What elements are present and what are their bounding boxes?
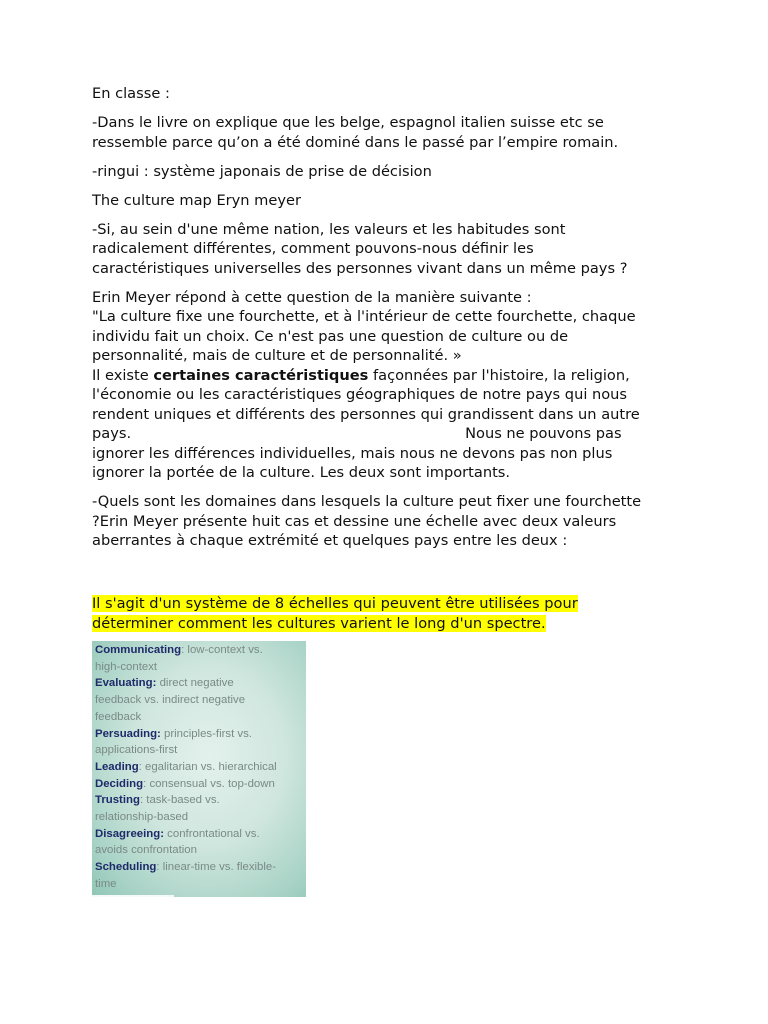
paragraph-livre (92, 113, 692, 152)
paragraph-domaines (92, 492, 692, 551)
culture-map-scales-image (92, 641, 306, 897)
highlighted-line: déterminer comment les cultures varient le long d'un spectre. (92, 614, 546, 632)
scale-description: linear-time vs. flexible- (162, 861, 277, 874)
scale-item-disagreeing (95, 826, 305, 859)
scale-description: feedback vs. indirect negative (95, 694, 246, 707)
scale-term: Persuading: (95, 727, 161, 740)
paragraph-line: radicalement différentes, comment pouvons-nous définir les (92, 240, 534, 257)
scale-term: Leading (95, 760, 139, 773)
scale-item-scheduling: Scheduling: linear-time vs. flexible- time (95, 859, 305, 892)
scale-description: egalitarian vs. hierarchical (145, 760, 277, 773)
paragraph-line: Erin Meyer répond à cette question de la manière suivante : (92, 288, 532, 306)
paragraph-line: -Si, au sein d'une même nation, les valeurs et les habitudes sont (92, 220, 566, 238)
scale-item-deciding: Deciding: consensual vs. top-down (95, 777, 275, 790)
paragraph-line: -Quels sont les domaines dans lesquels la culture peut fixer une fourchette (92, 493, 642, 510)
scale-term: Communicating (95, 644, 182, 656)
scale-description: time (95, 877, 117, 890)
scale-term: Trusting (95, 794, 140, 807)
bold-phrase: certaines caractéristiques (153, 366, 369, 384)
paragraph-line: l'économie ou les caractéristiques géographiques de notre pays qui nous (92, 386, 628, 403)
paragraph-line: ressemble parce qu’on a été dominé dans le passé par l’empire romain. (92, 133, 619, 151)
highlighted-line: Il s'agit d'un système de 8 échelles qui peuvent être utilisées pour (92, 595, 578, 612)
scale-item-evaluating (95, 675, 305, 725)
scale-term: Deciding (95, 777, 144, 790)
paragraph-line: -Dans le livre on explique que les belge, espagnol italien suisse etc se (92, 114, 604, 131)
scale-description: feedback (95, 710, 142, 723)
highlighted-paragraph (92, 594, 692, 633)
paragraph-line: "La culture fixe une fourchette, et à l'intérieur de cette fourchette, chaque (92, 308, 636, 325)
scale-description: consensual vs. top-down (149, 777, 275, 790)
paragraph-meyer-quote (92, 288, 692, 366)
scale-description: low-context vs. (187, 644, 263, 656)
scale-description: direct negative (159, 677, 234, 690)
scale-term: Disagreeing: (95, 827, 164, 840)
scale-item-trusting: Trusting: task-based vs. relationship-based (95, 792, 305, 825)
paragraph-line: personnalité, mais de culture et de personnalité. » (92, 347, 462, 364)
paragraph-ringui: -ringui : système japonais de prise de décision (92, 162, 432, 180)
paragraph-line: ?Erin Meyer présente huit cas et dessine une échelle avec deux valeurs (92, 512, 617, 530)
paragraph-caracteristiques (92, 366, 692, 483)
scale-term: Scheduling (95, 861, 157, 874)
scale-description: high-context (95, 660, 158, 673)
paragraph-line: ignorer les différences individuelles, mais nous ne devons pas non plus (92, 444, 613, 462)
scale-description: task-based vs. (146, 794, 220, 807)
heading-en-classe: En classe : (92, 85, 170, 102)
paragraph-line: pays. Nous ne pouvons pas (92, 425, 622, 442)
scale-description: principles-first vs. (164, 727, 252, 740)
paragraph-line: Il existe certaines caractéristiques façonnées par l'histoire, la religion, (92, 366, 630, 384)
scale-description: confrontational vs. (167, 827, 260, 840)
paragraph-question (92, 220, 692, 279)
scale-term: Evaluating: (95, 677, 157, 690)
scale-description: applications-first (95, 744, 178, 757)
paragraph-culture-map: The culture map Eryn meyer (92, 191, 301, 209)
scale-description: relationship-based (95, 811, 189, 824)
scale-description: avoids confrontation (95, 844, 197, 857)
scale-item-persuading (95, 726, 305, 759)
scale-item-leading: Leading: egalitarian vs. hierarchical (95, 760, 277, 773)
paragraph-line: individu fait un choix. Ce n'est pas une question de culture ou de (92, 327, 569, 345)
paragraph-line: caractéristiques universelles des personnes vivant dans un même pays ? (92, 259, 628, 277)
paragraph-line: aberrantes à chaque extrémité et quelques pays entre les deux : (92, 532, 568, 549)
document-body (92, 84, 692, 643)
scale-item-communicating: Communicating: low-context vs. high-context (95, 642, 305, 675)
paragraph-line: ignorer la portée de la culture. Les deux sont importants. (92, 464, 511, 481)
paragraph-line: rendent uniques et différents des personnes qui grandissent dans un autre (92, 405, 640, 423)
scales-list (95, 642, 305, 893)
image-edge-artifact (92, 895, 174, 897)
